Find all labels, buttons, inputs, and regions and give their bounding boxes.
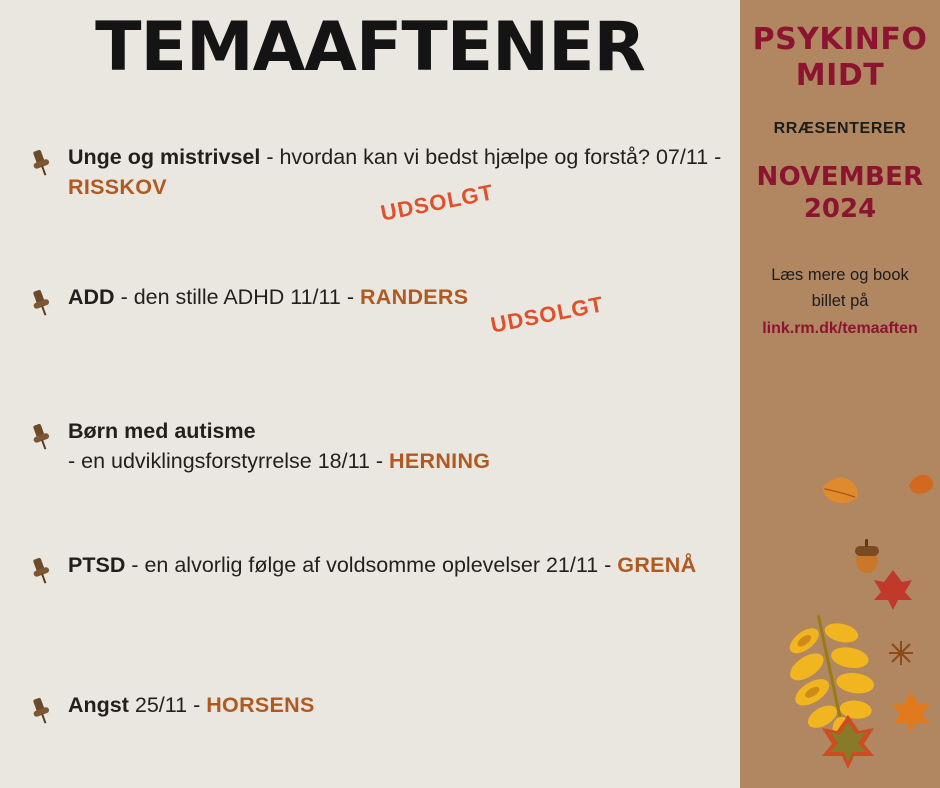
acorn-icon [850,538,884,579]
event-description: - en alvorlig følge af voldsomme oplevelser 21/11 - [125,553,618,577]
pushpin-icon [26,696,56,726]
brand-name [740,0,940,94]
event-place: RANDERS [359,285,469,309]
event-place: GRENÅ [617,553,697,577]
pushpin-icon [26,422,56,452]
year-label: 2024 [803,194,877,224]
presents-label: RRÆSENTERER [773,120,907,137]
pushpin-icon [26,556,56,586]
event-title: ADD [68,285,115,309]
event-text [68,282,730,312]
event-place: HORSENS [206,693,315,717]
event-title: Børn med autisme [68,419,256,443]
leaf-icon [906,470,936,505]
leaf-icon [818,472,862,517]
leaf-icon [776,610,886,745]
event-description: - den stille ADHD 11/11 - [114,285,360,309]
leaf-icon [890,690,932,739]
month-label: NOVEMBER [756,162,924,192]
brand-line-1: PSYKINFO [752,22,928,57]
event-text [68,142,730,202]
event-text [68,690,730,720]
booking-link[interactable]: link.rm.dk/temaaften [762,320,918,337]
leaf-icon [872,568,914,617]
list-item[interactable] [0,416,740,506]
page-title: TEMAAFTENER [95,8,645,87]
event-place: RISSKOV [68,175,167,199]
event-title: Unge og mistrivsel [68,145,261,169]
list-item[interactable] [0,282,740,372]
pushpin-icon [26,288,56,318]
booking-info [740,262,940,342]
booking-line-2: billet på [811,292,869,310]
event-title: Angst [68,693,129,717]
leaf-icon [818,712,878,777]
event-place: HERNING [389,449,491,473]
event-text [68,416,730,476]
list-item[interactable] [0,690,740,780]
status-badge: UDSOLGT [378,179,496,226]
event-description: 25/11 - [128,693,207,717]
poster-sidebar [740,0,940,788]
list-item[interactable] [0,142,740,232]
event-description: - en udviklingsforstyrrelse 18/11 - [68,449,390,473]
status-badge: UDSOLGT [488,291,606,338]
pushpin-icon [26,148,56,178]
event-text [68,550,730,580]
event-title: PTSD [68,553,126,577]
leaf-icon [888,640,914,671]
event-description: - hvordan kan vi bedst hjælpe og forstå? 07/11 - [260,145,722,169]
event-list [0,134,740,780]
list-item[interactable] [0,550,740,640]
brand-line-2: MIDT [795,58,885,93]
booking-line-1: Læs mere og book [771,266,909,284]
